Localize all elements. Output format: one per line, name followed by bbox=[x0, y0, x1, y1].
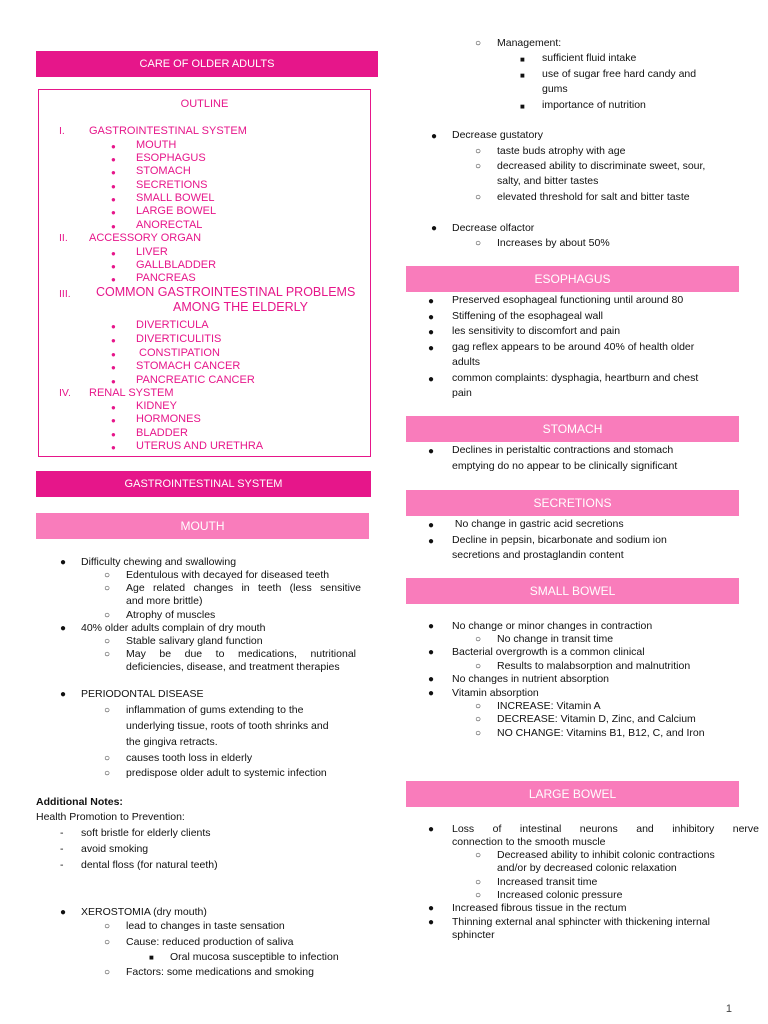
esophagus-line: Stiffening of the esophageal wall bbox=[452, 310, 603, 322]
stomach-header bbox=[406, 416, 739, 442]
mouth-line: Stable salivary gland function bbox=[126, 635, 263, 647]
large-bowel-line: Loss of intestinal neurons and inhibitory nerve bbox=[452, 823, 759, 835]
gustatory-line: decreased ability to discriminate sweet, sour, bbox=[497, 160, 706, 172]
outline-item-esophagus: ESOPHAGUS bbox=[136, 152, 206, 164]
large-bowel-line: sphincter bbox=[452, 929, 495, 941]
circle-glyph: ○ bbox=[104, 649, 111, 660]
mouth-header-text: MOUTH bbox=[180, 519, 225, 533]
outline-bullet: ● bbox=[111, 430, 116, 439]
circle-glyph: ○ bbox=[475, 890, 482, 901]
gustatory-line: elevated threshold for salt and bitter taste bbox=[497, 191, 690, 203]
circle-glyph: ○ bbox=[475, 850, 482, 861]
outline-bullet: ● bbox=[111, 168, 116, 177]
small-bowel-line: Bacterial overgrowth is a common clinical bbox=[452, 646, 645, 658]
notes-subheading: Health Promotion to Prevention: bbox=[36, 811, 185, 823]
management-item: sufficient fluid intake bbox=[542, 52, 637, 64]
square-glyph: ■ bbox=[520, 71, 525, 80]
circle-glyph: ○ bbox=[475, 161, 482, 172]
circle-glyph: ○ bbox=[475, 877, 482, 888]
outline-heading-2: ACCESSORY ORGAN bbox=[89, 232, 202, 244]
outline-item-diverticulitis: DIVERTICULITIS bbox=[136, 333, 222, 345]
circle-glyph: ○ bbox=[475, 661, 482, 672]
circle-glyph: ○ bbox=[475, 146, 482, 157]
outline-bullet: ● bbox=[111, 443, 116, 452]
circle-glyph: ○ bbox=[104, 610, 111, 621]
dash-glyph: - bbox=[60, 827, 64, 839]
outline-heading-1: GASTROINTESTINAL SYSTEM bbox=[89, 125, 247, 137]
small-bowel-line: No changes in nutrient absorption bbox=[452, 673, 610, 685]
outline-item-mouth: MOUTH bbox=[136, 139, 177, 151]
large-bowel-line: Increased transit time bbox=[497, 876, 598, 888]
bullet-glyph: ● bbox=[428, 296, 435, 307]
outline-item-anorectal: ANORECTAL bbox=[136, 219, 203, 231]
dash-glyph: - bbox=[60, 843, 64, 855]
circle-glyph: ○ bbox=[104, 921, 111, 932]
outline-item-pancreas: PANCREAS bbox=[136, 272, 196, 284]
large-bowel-line: Increased colonic pressure bbox=[497, 889, 623, 901]
title-bar bbox=[36, 51, 378, 77]
notes-item: avoid smoking bbox=[81, 843, 149, 855]
outline-bullet: ● bbox=[111, 275, 116, 284]
small-bowel-line: No change or minor changes in contraction bbox=[452, 620, 653, 632]
xerostomia-line: Oral mucosa susceptible to infection bbox=[170, 951, 339, 963]
outline-item-small-bowel: SMALL BOWEL bbox=[136, 192, 215, 204]
esophagus-line: gag reflex appears to be around 40% of health older bbox=[452, 341, 695, 353]
outline-bullet: ● bbox=[111, 350, 116, 359]
square-glyph: ■ bbox=[149, 953, 154, 962]
outline-bullet: ● bbox=[111, 363, 116, 372]
circle-glyph: ○ bbox=[475, 38, 482, 49]
mouth-line: causes tooth loss in elderly bbox=[126, 752, 253, 764]
outline-item-bladder: BLADDER bbox=[136, 427, 188, 439]
bullet-glyph: ● bbox=[60, 557, 67, 568]
management-item: importance of nutrition bbox=[542, 99, 646, 111]
circle-glyph: ○ bbox=[475, 701, 482, 712]
xerostomia-heading: XEROSTOMIA (dry mouth) bbox=[81, 906, 207, 918]
outline-box bbox=[38, 89, 371, 457]
bullet-glyph: ● bbox=[428, 688, 435, 699]
outline-heading-3-line2: AMONG THE ELDERLY bbox=[173, 300, 308, 314]
small-bowel-header-text: SMALL BOWEL bbox=[529, 584, 616, 598]
circle-glyph: ○ bbox=[104, 570, 111, 581]
outline-roman-3: III. bbox=[59, 288, 71, 300]
outline-roman-4: IV. bbox=[59, 387, 71, 399]
outline-bullet: ● bbox=[111, 222, 116, 231]
circle-glyph: ○ bbox=[104, 753, 111, 764]
bullet-glyph: ● bbox=[428, 327, 435, 338]
outline-item-uterus-urethra: UTERUS AND URETHRA bbox=[136, 440, 264, 452]
bullet-glyph: ● bbox=[431, 223, 438, 234]
small-bowel-line: INCREASE: Vitamin A bbox=[497, 700, 601, 712]
stomach-line: emptying do no appear to be clinically significant bbox=[452, 460, 678, 472]
mouth-header bbox=[36, 513, 369, 539]
square-glyph: ■ bbox=[520, 102, 525, 111]
outline-item-stomach: STOMACH bbox=[136, 165, 191, 177]
dash-glyph: - bbox=[60, 859, 64, 871]
esophagus-line: adults bbox=[452, 356, 481, 368]
esophagus-header bbox=[406, 266, 739, 292]
outline-bullet: ● bbox=[111, 182, 116, 191]
notes-heading: Additional Notes: bbox=[36, 796, 123, 808]
periodontal-heading: PERIODONTAL DISEASE bbox=[81, 688, 204, 700]
mouth-line: Edentulous with decayed for diseased teeth bbox=[126, 569, 330, 581]
small-bowel-line: NO CHANGE: Vitamins B1, B12, C, and Iron bbox=[497, 727, 705, 739]
outline-bullet: ● bbox=[111, 377, 116, 386]
stomach-header-text: STOMACH bbox=[542, 422, 603, 436]
notes-item: soft bristle for elderly clients bbox=[81, 827, 211, 839]
large-bowel-header-text: LARGE BOWEL bbox=[528, 787, 617, 801]
bullet-glyph: ● bbox=[60, 689, 67, 700]
mouth-line: Atrophy of muscles bbox=[126, 609, 216, 621]
outline-bullet: ● bbox=[111, 336, 116, 345]
circle-glyph: ○ bbox=[104, 583, 111, 594]
mouth-line: Age related changes in teeth (less sensitive bbox=[126, 582, 361, 594]
outline-item-pancreatic-cancer: PANCREATIC CANCER bbox=[136, 374, 255, 386]
outline-item-gallbladder: GALLBLADDER bbox=[136, 259, 217, 271]
small-bowel-line: Results to malabsorption and malnutrition bbox=[497, 660, 691, 672]
gustatory-line: salty, and bitter tastes bbox=[497, 175, 599, 187]
circle-glyph: ○ bbox=[104, 705, 111, 716]
bullet-glyph: ● bbox=[428, 343, 435, 354]
bullet-glyph: ● bbox=[428, 536, 435, 547]
outline-roman-2: II. bbox=[59, 232, 68, 244]
mouth-line: inflammation of gums extending to the bbox=[126, 704, 304, 716]
large-bowel-line: and/or by decreased colonic relaxation bbox=[497, 862, 677, 874]
gustatory-line: taste buds atrophy with age bbox=[497, 145, 626, 157]
bullet-glyph: ● bbox=[428, 647, 435, 658]
outline-item-kidney: KIDNEY bbox=[136, 400, 177, 412]
outline-item-secretions: SECRETIONS bbox=[136, 179, 208, 191]
outline-item-diverticula: DIVERTICULA bbox=[136, 319, 209, 331]
outline-item-stomach-cancer: STOMACH CANCER bbox=[136, 360, 241, 372]
esophagus-line: common complaints: dysphagia, heartburn and chest bbox=[452, 372, 699, 384]
bullet-glyph: ● bbox=[428, 312, 435, 323]
mouth-line: deficiencies, disease, and treatment therapies bbox=[126, 661, 340, 673]
secretions-header-text: SECRETIONS bbox=[533, 496, 612, 510]
bullet-glyph: ● bbox=[428, 903, 435, 914]
outline-bullet: ● bbox=[111, 142, 116, 151]
outline-bullet: ● bbox=[111, 262, 116, 271]
outline-item-large-bowel: LARGE BOWEL bbox=[136, 205, 217, 217]
gi-system-bar bbox=[36, 471, 371, 497]
mouth-line: the gingiva retracts. bbox=[126, 736, 218, 748]
gi-system-bar-text: GASTROINTESTINAL SYSTEM bbox=[124, 478, 283, 490]
outline-bullet: ● bbox=[111, 208, 116, 217]
bullet-glyph: ● bbox=[60, 623, 67, 634]
secretions-header bbox=[406, 490, 739, 516]
small-bowel-line: Vitamin absorption bbox=[452, 687, 539, 699]
circle-glyph: ○ bbox=[475, 714, 482, 725]
esophagus-line: les sensitivity to discomfort and pain bbox=[452, 325, 621, 337]
small-bowel-header bbox=[406, 578, 739, 604]
olfactor-heading: Decrease olfactor bbox=[452, 222, 535, 234]
outline-bullet: ● bbox=[111, 416, 116, 425]
outline-title: OUTLINE bbox=[180, 98, 229, 110]
management-label: Management: bbox=[497, 37, 562, 49]
square-glyph: ■ bbox=[520, 55, 525, 64]
large-bowel-line: Increased fibrous tissue in the rectum bbox=[452, 902, 627, 914]
notes-item: dental floss (for natural teeth) bbox=[81, 859, 218, 871]
small-bowel-line: DECREASE: Vitamin D, Zinc, and Calcium bbox=[497, 713, 696, 725]
circle-glyph: ○ bbox=[475, 192, 482, 203]
circle-glyph: ○ bbox=[475, 634, 482, 645]
secretions-line: Decline in pepsin, bicarbonate and sodium ion bbox=[452, 534, 667, 546]
outline-heading-3-line1: COMMON GASTROINTESTINAL PROBLEMS bbox=[96, 285, 356, 299]
small-bowel-line: No change in transit time bbox=[497, 633, 614, 645]
xerostomia-line: Cause: reduced production of saliva bbox=[126, 936, 294, 948]
secretions-line: secretions and prostaglandin content bbox=[452, 549, 624, 561]
mouth-line: 40% older adults complain of dry mouth bbox=[81, 622, 266, 634]
mouth-line: and more brittle) bbox=[126, 595, 203, 607]
bullet-glyph: ● bbox=[428, 917, 435, 928]
management-item: use of sugar free hard candy and bbox=[542, 68, 697, 80]
large-bowel-line: connection to the smooth muscle bbox=[452, 836, 606, 848]
outline-bullet: ● bbox=[111, 155, 116, 164]
gustatory-heading: Decrease gustatory bbox=[452, 129, 544, 141]
large-bowel-line: Thinning external anal sphincter with thickening internal bbox=[452, 916, 710, 928]
bullet-glyph: ● bbox=[428, 520, 435, 531]
olfactor-line: Increases by about 50% bbox=[497, 237, 610, 249]
page-number: 1 bbox=[725, 1003, 732, 1015]
mouth-line: May be due to medications, nutritional bbox=[126, 648, 356, 660]
xerostomia-line: lead to changes in taste sensation bbox=[126, 920, 285, 932]
xerostomia-line: Factors: some medications and smoking bbox=[126, 966, 314, 978]
bullet-glyph: ● bbox=[428, 674, 435, 685]
circle-glyph: ○ bbox=[104, 937, 111, 948]
outline-heading-4: RENAL SYSTEM bbox=[89, 387, 174, 399]
management-item: gums bbox=[542, 83, 568, 95]
esophagus-line: Preserved esophageal functioning until around 80 bbox=[452, 294, 684, 306]
circle-glyph: ○ bbox=[475, 728, 482, 739]
large-bowel-line: Decreased ability to inhibit colonic contractions bbox=[497, 849, 715, 861]
secretions-line: No change in gastric acid secretions bbox=[452, 518, 624, 530]
mouth-line: underlying tissue, roots of tooth shrinks and bbox=[126, 720, 329, 732]
mouth-line: predispose older adult to systemic infection bbox=[126, 767, 327, 779]
outline-item-constipation: CONSTIPATION bbox=[136, 347, 220, 359]
outline-item-liver: LIVER bbox=[136, 246, 168, 258]
mouth-line: Difficulty chewing and swallowing bbox=[81, 556, 237, 568]
bullet-glyph: ● bbox=[431, 131, 438, 142]
bullet-glyph: ● bbox=[428, 824, 435, 835]
outline-bullet: ● bbox=[111, 195, 116, 204]
bullet-glyph: ● bbox=[428, 374, 435, 385]
title-bar-text: CARE OF OLDER ADULTS bbox=[139, 58, 275, 70]
circle-glyph: ○ bbox=[104, 967, 111, 978]
circle-glyph: ○ bbox=[104, 768, 111, 779]
outline-bullet: ● bbox=[111, 322, 116, 331]
bullet-glyph: ● bbox=[428, 446, 435, 457]
bullet-glyph: ● bbox=[60, 907, 67, 918]
circle-glyph: ○ bbox=[104, 636, 111, 647]
outline-roman-1: I. bbox=[59, 125, 65, 137]
stomach-line: Declines in peristaltic contractions and stomach bbox=[452, 444, 674, 456]
esophagus-header-text: ESOPHAGUS bbox=[534, 272, 611, 286]
esophagus-line: pain bbox=[452, 387, 472, 399]
bullet-glyph: ● bbox=[428, 621, 435, 632]
outline-item-hormones: HORMONES bbox=[136, 413, 201, 425]
large-bowel-header bbox=[406, 781, 739, 807]
circle-glyph: ○ bbox=[475, 238, 482, 249]
outline-bullet: ● bbox=[111, 403, 116, 412]
outline-bullet: ● bbox=[111, 249, 116, 258]
